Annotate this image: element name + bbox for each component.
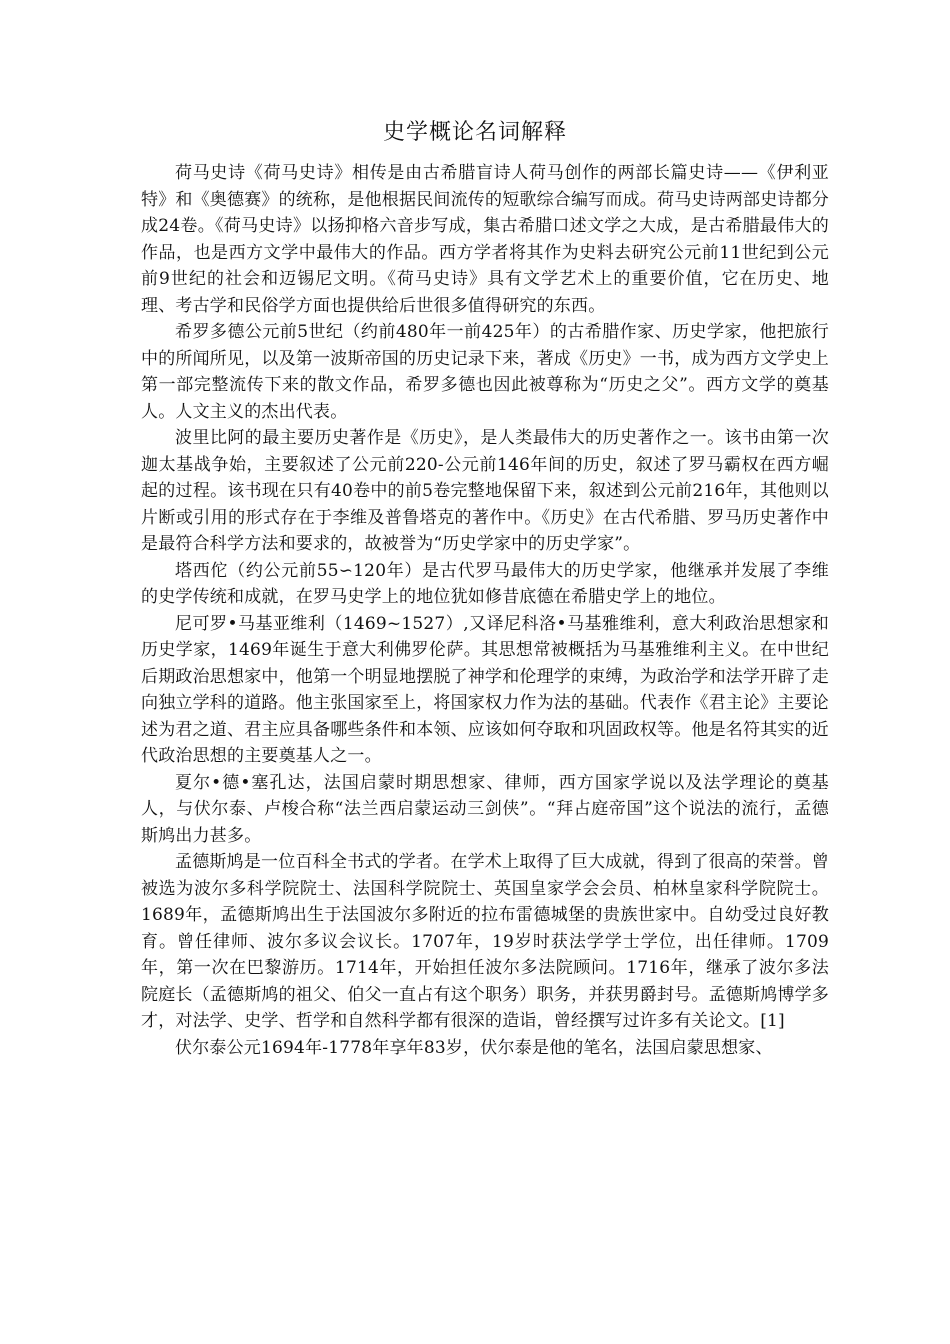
paragraph-herodotus: 希罗多德公元前5世纪（约前480年一前425年）的古希腊作家、历史学家，他把旅行中的所闻所见，以及第一波斯帝国的历史记录下来，著成《历史》一书，成为西方文学史上第一部完整流传下来的散文作品，希罗多德也因此被尊称为“历史之父”。西方文学的奠基人。人文主义的杰出代表。 (141, 322, 829, 422)
page-title: 史学概论名词解释 (382, 120, 567, 145)
document-body (141, 160, 829, 1061)
paragraph-montesquieu: 孟德斯鸠是一位百科全书式的学者。在学术上取得了巨大成就，得到了很高的荣誉。曾被选为波尔多科学院院士、法国科学院院士、英国皇家学会会员、柏林皇家科学院院士。1689年，孟德斯鸠出生于法国波尔多附近的拉布雷德城堡的贵族世家中。自幼受过良好教育。曾任律师、波尔多议会议长。1707年，19岁时获法学学士学位，出任律师。1709年，第一次在巴黎游历。1714年，开始担任波尔多法院顾问。1716年，继承了波尔多法院庭长（孟德斯鸠的祖父、伯父一直占有这个职务）职务，并获男爵封号。孟德斯鸠博学多才，对法学、史学、哲学和自然科学都有很深的造诣，曾经撰写过许多有关论文。[1] (141, 852, 829, 1031)
paragraph-tacitus: 塔西佗（约公元前55∽120年）是古代罗马最伟大的历史学家，他继承并发展了李维的史学传统和成就，在罗马史学上的地位犹如修昔底德在希腊史学上的地位。 (141, 560, 829, 607)
paragraph-machiavelli: 尼可罗•马基亚维利（1469~1527）,又译尼科洛•马基雅维利，意大利政治思想家和历史学家，1469年诞生于意大利佛罗伦萨。其思想常被概括为马基雅维利主义。在中世纪后期政治思想家中，他第一个明显地摆脱了神学和伦理学的束缚，为政治学和法学开辟了走向独立学科的道路。他主张国家至上，将国家权力作为法的基础。代表作《君主论》主要论述为君之道、君主应具备哪些条件和本领、应该如何夺取和巩固政权等。他是名符其实的近代政治思想的主要奠基人之一。 (141, 613, 829, 766)
paragraph-homer-epics: 荷马史诗《荷马史诗》相传是由古希腊盲诗人荷马创作的两部长篇史诗——《伊利亚特》和《奥德赛》的统称，是他根据民间流传的短歌综合编写而成。荷马史诗两部史诗都分成24卷。《荷马史诗》以扬抑格六音步写成，集古希腊口述文学之大成，是古希腊最伟大的作品，也是西方文学中最伟大的作品。西方学者将其作为史料去研究公元前11世纪到公元前9世纪的社会和迈锡尼文明。《荷马史诗》具有文学艺术上的重要价值，它在历史、地理、考古学和民俗学方面也提供给后世很多值得研究的东西。 (141, 163, 829, 316)
paragraph-polybius: 波里比阿的最主要历史著作是《历史》，是人类最伟大的历史著作之一。该书由第一次迦太基战争始，主要叙述了公元前220-公元前146年间的历史，叙述了罗马霸权在西方崛起的过程。该书现在只有40卷中的前5卷完整地保留下来，叙述到公元前216年，其他则以片断或引用的形式存在于李维及普鲁塔克的著作中。《历史》在古代希腊、罗马历史著作中是最符合科学方法和要求的，故被誉为“历史学家中的历史学家”。 (141, 428, 829, 554)
paragraph-secondat: 夏尔•德•塞孔达，法国启蒙时期思想家、律师，西方国家学说以及法学理论的奠基人，与伏尔泰、卢梭合称“法兰西启蒙运动三剑侠”。“拜占庭帝国”这个说法的流行，孟德斯鸠出力甚多。 (141, 772, 829, 846)
paragraph-voltaire: 伏尔泰公元1694年-1778年享年83岁，伏尔泰是他的笔名，法国启蒙思想家、 (175, 1037, 773, 1058)
